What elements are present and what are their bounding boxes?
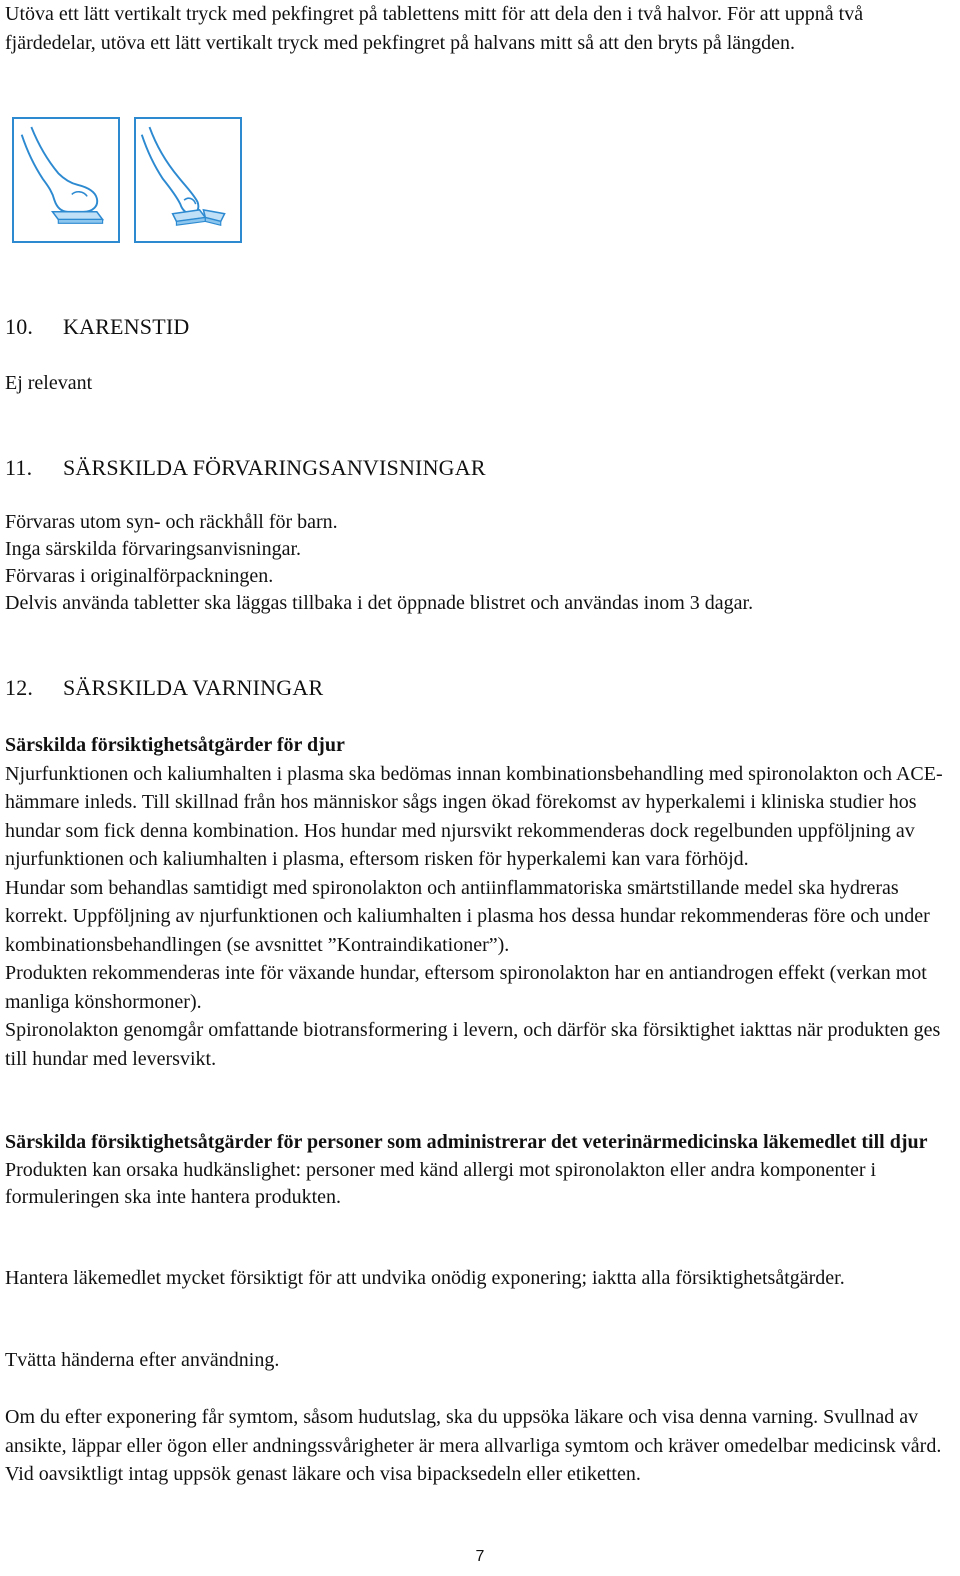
- section-11-line: Förvaras i originalförpackningen.: [5, 565, 274, 587]
- section-10-heading: [5, 314, 189, 340]
- persons-paragraph: Tvätta händerna efter användning.: [5, 1349, 280, 1371]
- section-11-line: Inga särskilda förvaringsanvisningar.: [5, 538, 302, 560]
- figure-row: [12, 117, 252, 247]
- section-10-body: [5, 369, 92, 398]
- finger-split-tablet-icon: [134, 117, 242, 243]
- section-title: KARENSTID: [63, 314, 190, 339]
- section-title: SÄRSKILDA FÖRVARINGSANVISNINGAR: [63, 455, 486, 480]
- section-11-heading: [5, 455, 486, 481]
- persons-paragraph-block: [5, 1265, 945, 1292]
- section-number: 11.: [5, 455, 33, 480]
- persons-precautions: [5, 1128, 945, 1211]
- persons-paragraph: Vid oavsiktligt intag uppsök genast läkare och visa bipacksedeln eller etiketten.: [5, 1463, 641, 1485]
- persons-paragraph: Hantera läkemedlet mycket försiktigt för att undvika onödig exponering; iaktta alla försiktighetsåtgärder.: [5, 1267, 845, 1289]
- page-number: 7: [475, 1548, 485, 1565]
- persons-paragraph-block: [5, 1403, 950, 1489]
- animals-heading: Särskilda försiktighetsåtgärder för djur: [5, 734, 345, 756]
- animals-paragraph: Produkten rekommenderas inte för växande hundar, eftersom spironolakton har en antiandrogen effekt (verkan mot manliga könshormoner).: [5, 962, 927, 1013]
- section-title: SÄRSKILDA VARNINGAR: [63, 675, 324, 700]
- finger-press-tablet-icon: [12, 117, 120, 243]
- section-11-body: [5, 509, 753, 617]
- persons-paragraph: Produkten kan orsaka hudkänslighet: personer med känd allergi mot spironolakton eller andra komponenter i formuleringen ska inte hantera produkten.: [5, 1158, 877, 1208]
- section-12-heading: [5, 675, 323, 701]
- section-11-line: Delvis använda tabletter ska läggas tillbaka i det öppnade blistret och användas inom 3 dagar.: [5, 592, 754, 614]
- intro-paragraph: Utöva ett lätt vertikalt tryck med pekfingret på tablettens mitt för att dela den i två halvor. För att uppnå två fjärdedelar, utöva ett lätt vertikalt tryck med pekfingret på halvans mitt så att den bryts på längden.: [5, 3, 864, 54]
- animals-paragraph: Njurfunktionen och kaliumhalten i plasma ska bedömas innan kombinationsbehandling med spironolakton och ACE-hämmare inleds. Till skillnad från hos människor sågs ingen ökad förekomst av hyperkalemi i kliniska studier hos hundar som fick denna kombination. Hos hundar med njursvikt rekommenderas dock regelbunden uppföljning av njurfunktionen och kaliumhalten i plasma, eftersom risken för hyperkalemi kan vara förhöjd.: [5, 762, 943, 870]
- section-number: 10.: [5, 314, 34, 339]
- animals-paragraph: Hundar som behandlas samtidigt med spironolakton och antiinflammatoriska smärtstillande medel ska hydreras korrekt. Uppföljning av njurfunktionen och kaliumhalten i plasma hos dessa hundar rekommenderas före och under kombinationsbehandlingen (se avsnittet ”Kontraindikationer”).: [5, 876, 930, 956]
- persons-heading: Särskilda försiktighetsåtgärder för personer som administrerar det veterinärmedicinska läkemedlet till djur: [5, 1131, 928, 1153]
- animals-precautions: [5, 731, 955, 1073]
- persons-paragraph: Om du efter exponering får symtom, såsom hudutslag, ska du uppsöka läkare och visa denna varning. Svullnad av ansikte, läppar eller ögon eller andningssvårigheter är mera allvarliga symtom och kräver omedelbar medicinsk vård.: [5, 1406, 942, 1457]
- section-10-line: Ej relevant: [5, 372, 93, 394]
- persons-paragraph-block: [5, 1346, 279, 1375]
- section-11-line: Förvaras utom syn- och räckhåll för barn.: [5, 511, 338, 533]
- section-number: 12.: [5, 675, 34, 700]
- animals-paragraph: Spironolakton genomgår omfattande biotransformering i levern, och därför ska försiktighet iakttas när produkten ges till hundar med leversvikt.: [5, 1019, 941, 1070]
